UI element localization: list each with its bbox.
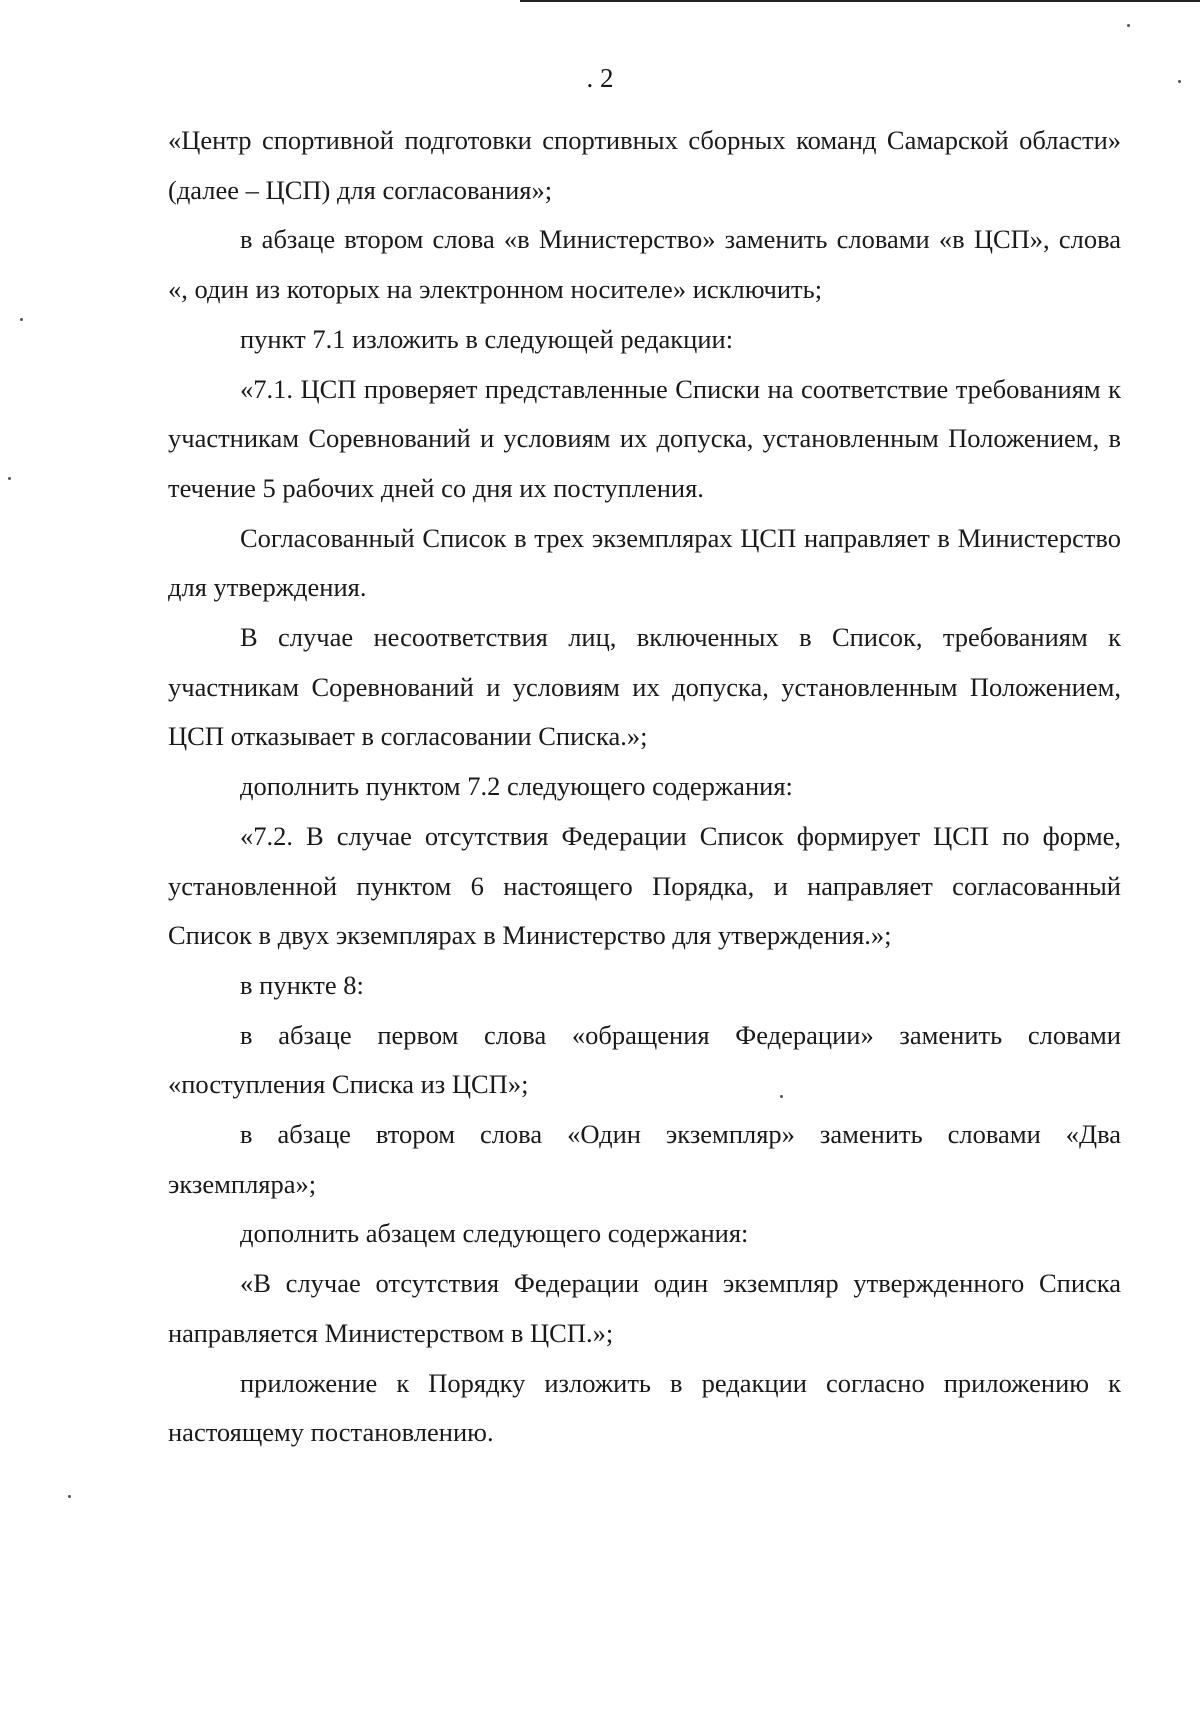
paragraph: пункт 7.1 изложить в следующей редакции: <box>240 323 734 354</box>
scan-speck <box>8 477 11 480</box>
paragraph: в абзаце втором слова «в Министерство» заменить словами «в ЦСП», слова «, один из которых на электронном носителе» исключить; <box>168 224 1121 305</box>
paragraph: «7.2. В случае отсутствия Федерации Список формирует ЦСП по форме, установленной пунктом 6 настоящего Порядка, и направляет согласованный Список в двух экземплярах в Министерство для утверждения.»; <box>168 820 1121 951</box>
paragraph: «Центр спортивной подготовки спортивных сборных команд Самарской области» (далее – ЦСП) для согласования»; <box>168 125 1121 205</box>
paragraph: дополнить пунктом 7.2 следующего содержания: <box>240 771 793 802</box>
scan-speck <box>1127 24 1130 27</box>
paragraph: «7.1. ЦСП проверяет представленные Списки на соответствие требованиям к участникам Соревнований и условиям их допуска, установленным Положением, в течение 5 рабочих дней со дня их поступления. <box>168 373 1121 503</box>
paragraph: приложение к Порядку изложить в редакции согласно приложению к настоящему постановлению. <box>168 1367 1121 1448</box>
paragraph: Согласованный Список в трех экземплярах ЦСП направляет в Министерство для утверждения. <box>168 522 1121 603</box>
paragraph: В случае несоответствия лиц, включенных в Список, требованиям к участникам Соревнований и условиям их допуска, установленным Положением, ЦСП отказывает в согласовании Списка.»; <box>168 622 1121 752</box>
scan-speck <box>780 1095 783 1098</box>
document-body <box>168 116 1121 1458</box>
paragraph: в абзаце первом слова «обращения Федерации» заменить словами «поступления Списка из ЦСП»; <box>168 1019 1121 1100</box>
top-border-line <box>520 0 1200 2</box>
page-number: . 2 <box>586 63 614 93</box>
paragraph: в абзаце втором слова «Один экземпляр» заменить словами «Два экземпляра»; <box>168 1119 1121 1199</box>
scan-speck <box>20 318 23 321</box>
scan-speck <box>68 1495 71 1498</box>
paragraph: в пункте 8: <box>240 969 364 1000</box>
scan-speck <box>1178 80 1181 83</box>
paragraph: дополнить абзацем следующего содержания: <box>240 1218 749 1249</box>
paragraph: «В случае отсутствия Федерации один экземпляр утвержденного Списка направляется Министерством в ЦСП.»; <box>168 1268 1121 1348</box>
